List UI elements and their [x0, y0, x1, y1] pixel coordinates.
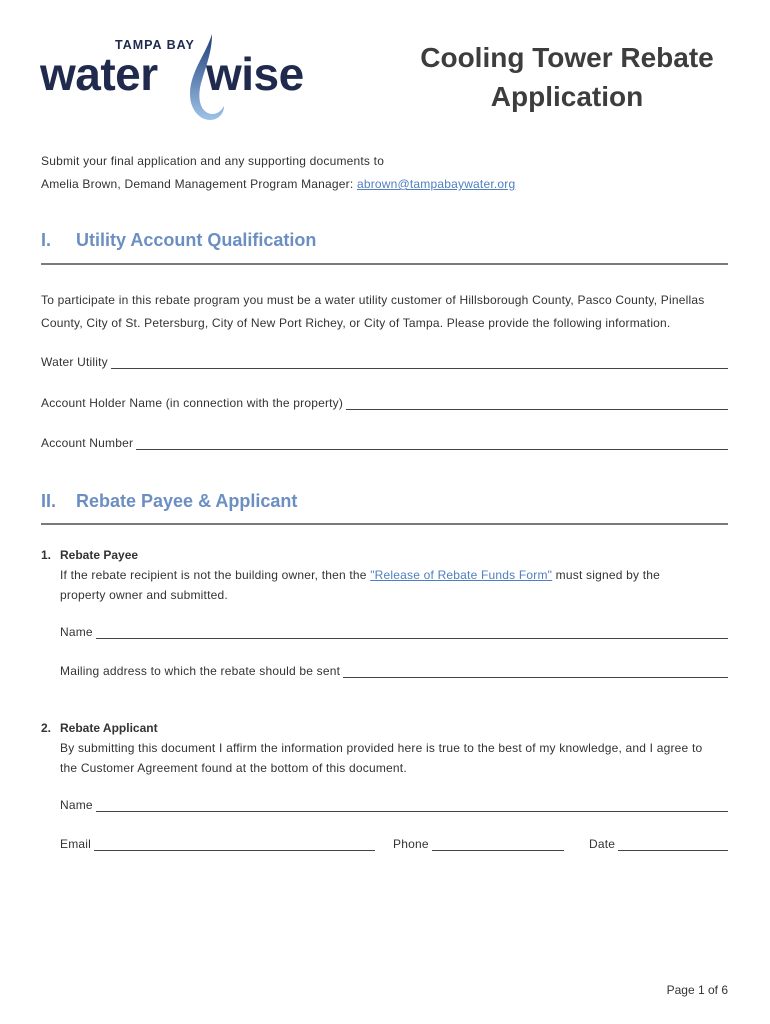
- payee-name-label: Name: [60, 625, 93, 639]
- section-1-paragraph-line-1: To participate in this rebate program you must be a water utility customer of Hillsborough County, Pasco County, Pinellas: [41, 293, 705, 307]
- mailing-address-input[interactable]: [343, 663, 728, 678]
- intro-contact: Amelia Brown, Demand Management Program Manager:: [41, 177, 357, 191]
- water-utility-field: [41, 354, 728, 369]
- payee-title: Rebate Payee: [60, 548, 139, 562]
- applicant-date-label: Date: [589, 837, 616, 851]
- logo-word-water: water: [40, 48, 158, 100]
- applicant-email-input[interactable]: [94, 836, 375, 851]
- account-holder-label: Account Holder Name (in connection with the property): [41, 396, 344, 410]
- intro-line-1: Submit your final application and any supporting documents to: [41, 154, 385, 168]
- applicant-text-line-1: By submitting this document I affirm the information provided here is true to the best of my knowledge, and I agree to: [60, 741, 703, 755]
- applicant-number: 2.: [41, 721, 52, 735]
- payee-text-prefix: If the rebate recipient is not the building owner, then the: [60, 568, 371, 582]
- title-line-1: Cooling Tower Rebate: [420, 42, 714, 73]
- intro-line-2: [41, 177, 515, 191]
- applicant-email-label: Email: [60, 837, 92, 851]
- water-utility-label: Water Utility: [41, 355, 108, 369]
- payee-number: 1.: [41, 548, 52, 562]
- section-2-heading: [41, 491, 297, 512]
- applicant-name-field: [60, 797, 728, 812]
- section-1-paragraph-line-2: County, City of St. Petersburg, City of New Port Richey, or City of Tampa. Please provide the following information.: [41, 316, 671, 330]
- section-1-number: I.: [41, 230, 52, 250]
- water-utility-input[interactable]: [111, 354, 728, 369]
- applicant-date-field: [589, 836, 728, 851]
- applicant-phone-label: Phone: [393, 837, 429, 851]
- section-2-title: Rebate Payee & Applicant: [76, 491, 298, 511]
- applicant-phone-input[interactable]: [432, 836, 564, 851]
- account-number-label: Account Number: [41, 436, 134, 450]
- applicant-name-label: Name: [60, 798, 93, 812]
- payee-text-suffix: must signed by the: [552, 568, 660, 582]
- contact-email-link[interactable]: abrown@tampabaywater.org: [356, 177, 516, 191]
- title-line-2: Application: [490, 81, 644, 112]
- section-1-title: Utility Account Qualification: [76, 230, 317, 250]
- section-1-heading: [41, 230, 316, 251]
- payee-name-input[interactable]: [96, 624, 728, 639]
- account-holder-input[interactable]: [346, 395, 728, 410]
- section-2-divider: [41, 523, 728, 525]
- payee-text-line-2: property owner and submitted.: [60, 588, 228, 602]
- page-number: Page 1 of 6: [666, 983, 728, 997]
- section-2-number: II.: [41, 491, 57, 511]
- logo-word-wise: wise: [206, 48, 304, 100]
- mailing-address-label: Mailing address to which the rebate should be sent: [60, 664, 341, 678]
- document-title: [408, 38, 726, 116]
- applicant-title: Rebate Applicant: [60, 721, 158, 735]
- applicant-name-input[interactable]: [96, 797, 728, 812]
- section-1-divider: [41, 263, 728, 265]
- payee-text-line-1: [60, 568, 740, 582]
- account-holder-field: [41, 395, 728, 410]
- logo-top-text: TAMPA BAY: [115, 38, 195, 52]
- release-of-funds-form-link[interactable]: "Release of Rebate Funds Form": [370, 568, 553, 582]
- applicant-phone-field: [393, 836, 564, 851]
- applicant-text-line-2: the Customer Agreement found at the bottom of this document.: [60, 761, 407, 775]
- account-number-field: [41, 435, 728, 450]
- mailing-address-field: [60, 663, 728, 678]
- applicant-email-field: [60, 836, 375, 851]
- account-number-input[interactable]: [136, 435, 728, 450]
- payee-name-field: [60, 624, 728, 639]
- applicant-date-input[interactable]: [618, 836, 728, 851]
